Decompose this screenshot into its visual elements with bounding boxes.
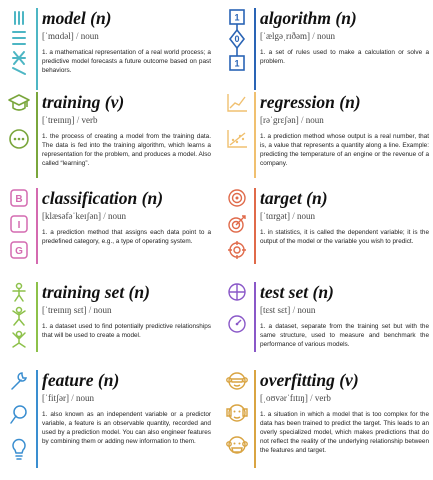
category-g-icon [9,240,29,260]
term-title: regression (n) [260,92,361,112]
pronunciation: [ˈtreɪnɪŋ sɛt] / noun [42,305,112,315]
entry-icons [224,92,250,150]
entry-icons [6,282,32,350]
entry-training [6,92,211,182]
category-b-icon [9,188,29,208]
definition: 1. a mathematical representation of a real world process; a predictive model forecasts a future outcome based on past behaviors. [42,49,211,74]
entry-test-set [224,282,429,357]
globe-icon [227,282,247,302]
entry-training-set [6,282,211,357]
entry-icons [224,188,250,260]
definition: 1. a prediction method that assigns each data point to a predefined category, e.g., a type of operating system. [42,229,211,245]
definition: 1. a situation in which a model that is too complex for the data has been trained to predict the target. This leads to an overly specialized model, which makes predictions that do not reflect the reality of the underlying relationship between the features and target. [260,411,429,454]
entry-icons [6,370,32,460]
accent-bar [36,92,38,178]
term-title: training (v) [42,92,125,112]
accent-bar [254,370,256,468]
wrench-icon [9,370,29,392]
graduation-cap-icon [7,92,31,114]
chat-bubble-icon [7,128,31,150]
accent-bar [36,8,38,90]
phonetic: [klæsəfəˈkeɪʃən] [42,211,101,221]
accent-bar [36,188,38,264]
pronunciation: [ˈtɑrgət] / noun [260,211,316,221]
phonetic: [ˌoʊvərˈfɪtɪŋ] [260,393,308,403]
svg-text:0: 0 [234,34,240,44]
entry-target [224,188,429,268]
part-of-speech: noun [297,211,316,221]
magnifier-icon [9,404,29,426]
pronunciation: [ˈmɑdəl] / noun [42,31,99,41]
pronunciation: [ˈtreɪnɪŋ] / verb [42,115,98,125]
category-i-icon [9,214,29,234]
part-of-speech: noun [108,211,126,221]
entry-algorithm [224,8,429,93]
phonetic: [tɛst sɛt] [260,305,291,315]
term-title: classification (n) [42,188,164,208]
pronunciation: [ˈfitʃər] / noun [42,393,94,403]
part-of-speech: noun [76,393,94,403]
term-title: target (n) [260,188,328,208]
person-icon [9,282,29,302]
term-title: training set (n) [42,282,150,302]
arrow-target-icon [227,214,247,234]
entry-icons [6,188,32,260]
accent-bar [254,282,256,352]
svg-text:I: I [17,220,21,231]
line-chart-icon [225,92,249,114]
part-of-speech: verb [314,393,331,403]
person-jump-icon [9,330,29,350]
flowchart-icon [225,8,249,76]
monkey-speak-no-evil-icon [226,434,248,456]
crosshair-icon [227,240,247,260]
entry-icons [224,370,250,456]
term-title: model (n) [42,8,112,28]
pronunciation: [tɛst sɛt] / noun [260,305,316,315]
svg-text:B: B [15,194,23,205]
entry-icons [224,282,250,334]
phonetic: [ˈmɑdəl] [42,31,74,41]
gauge-icon [227,314,247,334]
phonetic: [ˈtɑrgət] [260,211,291,221]
phonetic: [ˈfitʃər] [42,393,69,403]
letter-sequence-icon [7,8,31,76]
monkey-see-no-evil-icon [226,370,248,392]
accent-bar [254,8,256,90]
phonetic: [rəˈgrɛʃən] [260,115,299,125]
monkey-hear-no-evil-icon [226,402,248,424]
pronunciation: [rəˈgrɛʃən] / noun [260,115,324,125]
person-stretch-icon [9,306,29,326]
scatter-chart-icon [225,128,249,150]
pronunciation: [klæsəfəˈkeɪʃən] / noun [42,211,126,221]
part-of-speech: noun [93,305,112,315]
part-of-speech: noun [317,31,335,41]
term-title: feature (n) [42,370,120,390]
term-title: algorithm (n) [260,8,357,28]
entry-model [6,8,211,93]
accent-bar [254,92,256,178]
definition: 1. also known as an independent variable or a predictor variable, a feature is an observable quantity, recorded and used by a prediction model. You can also engineer features by combining them or adding new information to them. [42,411,211,445]
part-of-speech: noun [80,31,99,41]
phonetic: [ˈtreɪnɪŋ] [42,115,75,125]
entry-overfitting [224,370,429,470]
phonetic: [ˈtreɪnɪŋ sɛt] [42,305,87,315]
svg-text:1: 1 [234,58,240,69]
pronunciation: [ˌoʊvərˈfɪtɪŋ] / verb [260,393,331,403]
definition: 1. a set of rules used to make a calculation or solve a problem. [260,49,429,65]
definition: 1. in statistics, it is called the dependent variable; it is the output of the model or the variable you wish to predict. [260,229,429,245]
entry-icons [6,92,32,150]
pronunciation: [ˈælgəˌrɪðəm] / noun [260,31,335,41]
accent-bar [36,370,38,468]
entry-feature [6,370,211,470]
accent-bar [254,188,256,264]
term-title: overfitting (v) [260,370,359,390]
svg-text:1: 1 [234,12,240,23]
phonetic: [ˈælgəˌrɪðəm] [260,31,310,41]
definition: 1. a dataset used to find potentially predictive relationships that will be used to create a model. [42,323,211,339]
target-icon [227,188,247,208]
part-of-speech: verb [81,115,98,125]
entry-icons [6,8,32,76]
definition: 1. a dataset, separate from the training set but with the same structure, used to measure and benchmark the performance of various models. [260,323,429,348]
entry-icons [224,8,250,76]
definition: 1. a prediction method whose output is a real number, that is, a value that represents a quantity along a line. Example: predicting the temperature of an engine or the revenue of a company. [260,133,429,167]
accent-bar [36,282,38,352]
part-of-speech: noun [297,305,316,315]
entry-regression [224,92,429,182]
lightbulb-icon [9,438,29,460]
definition: 1. the process of creating a model from the training data. The data is fed into the training algorithm, which learns a representation for the problem, and produces a model. Also called “learning”. [42,133,211,167]
part-of-speech: noun [305,115,324,125]
term-title: test set (n) [260,282,334,302]
svg-text:G: G [15,246,23,257]
entry-classification [6,188,211,268]
